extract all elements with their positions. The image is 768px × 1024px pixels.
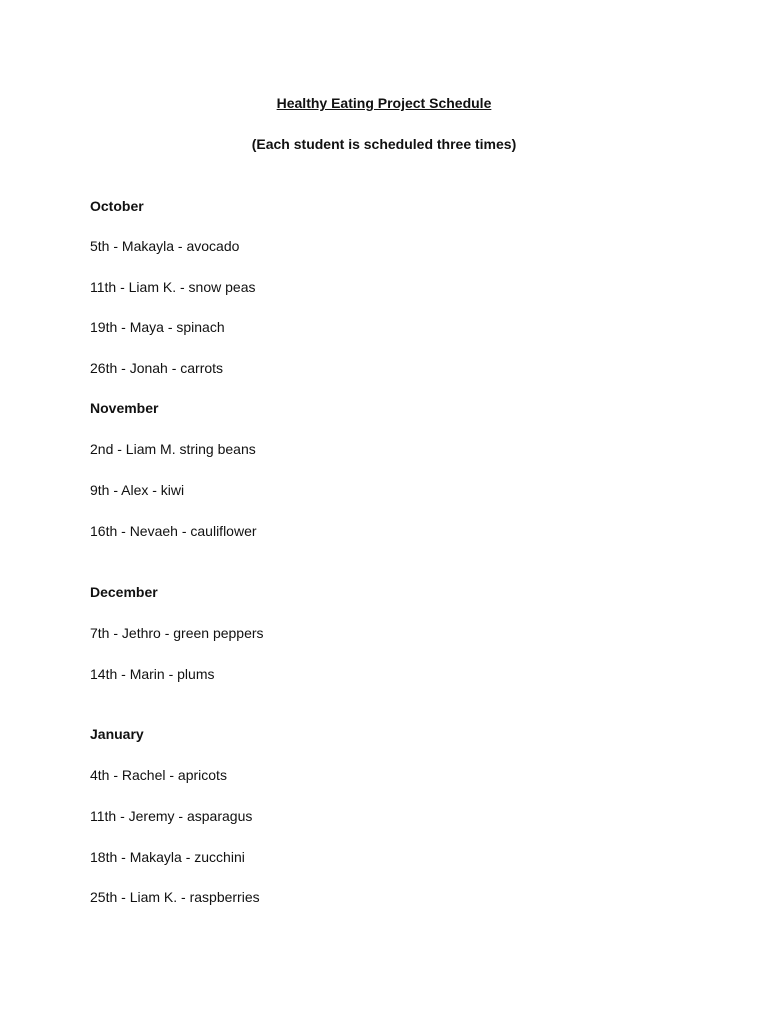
month-heading-january: January [90,726,144,742]
document-subtitle: (Each student is scheduled three times) [251,136,517,152]
month-heading-november: November [90,400,159,416]
schedule-entry: 9th - Alex - kiwi [90,482,185,498]
schedule-entry: 19th - Maya - spinach [90,319,225,335]
schedule-entry: 7th - Jethro - green peppers [90,625,264,641]
schedule-entry: 11th - Liam K. - snow peas [90,279,256,295]
schedule-entry: 25th - Liam K. - raspberries [90,889,260,905]
month-heading-december: December [90,584,158,600]
schedule-entry: 26th - Jonah - carrots [90,360,224,376]
schedule-entry: 16th - Nevaeh - cauliflower [90,523,257,539]
schedule-entry: 2nd - Liam M. string beans [90,441,256,457]
document-title: Healthy Eating Project Schedule [276,95,492,111]
schedule-entry: 4th - Rachel - apricots [90,767,227,783]
schedule-entry: 18th - Makayla - zucchini [90,849,245,865]
schedule-entry: 5th - Makayla - avocado [90,238,240,254]
month-heading-october: October [90,198,144,214]
schedule-entry: 11th - Jeremy - asparagus [90,808,253,824]
schedule-entry: 14th - Marin - plums [90,666,215,682]
